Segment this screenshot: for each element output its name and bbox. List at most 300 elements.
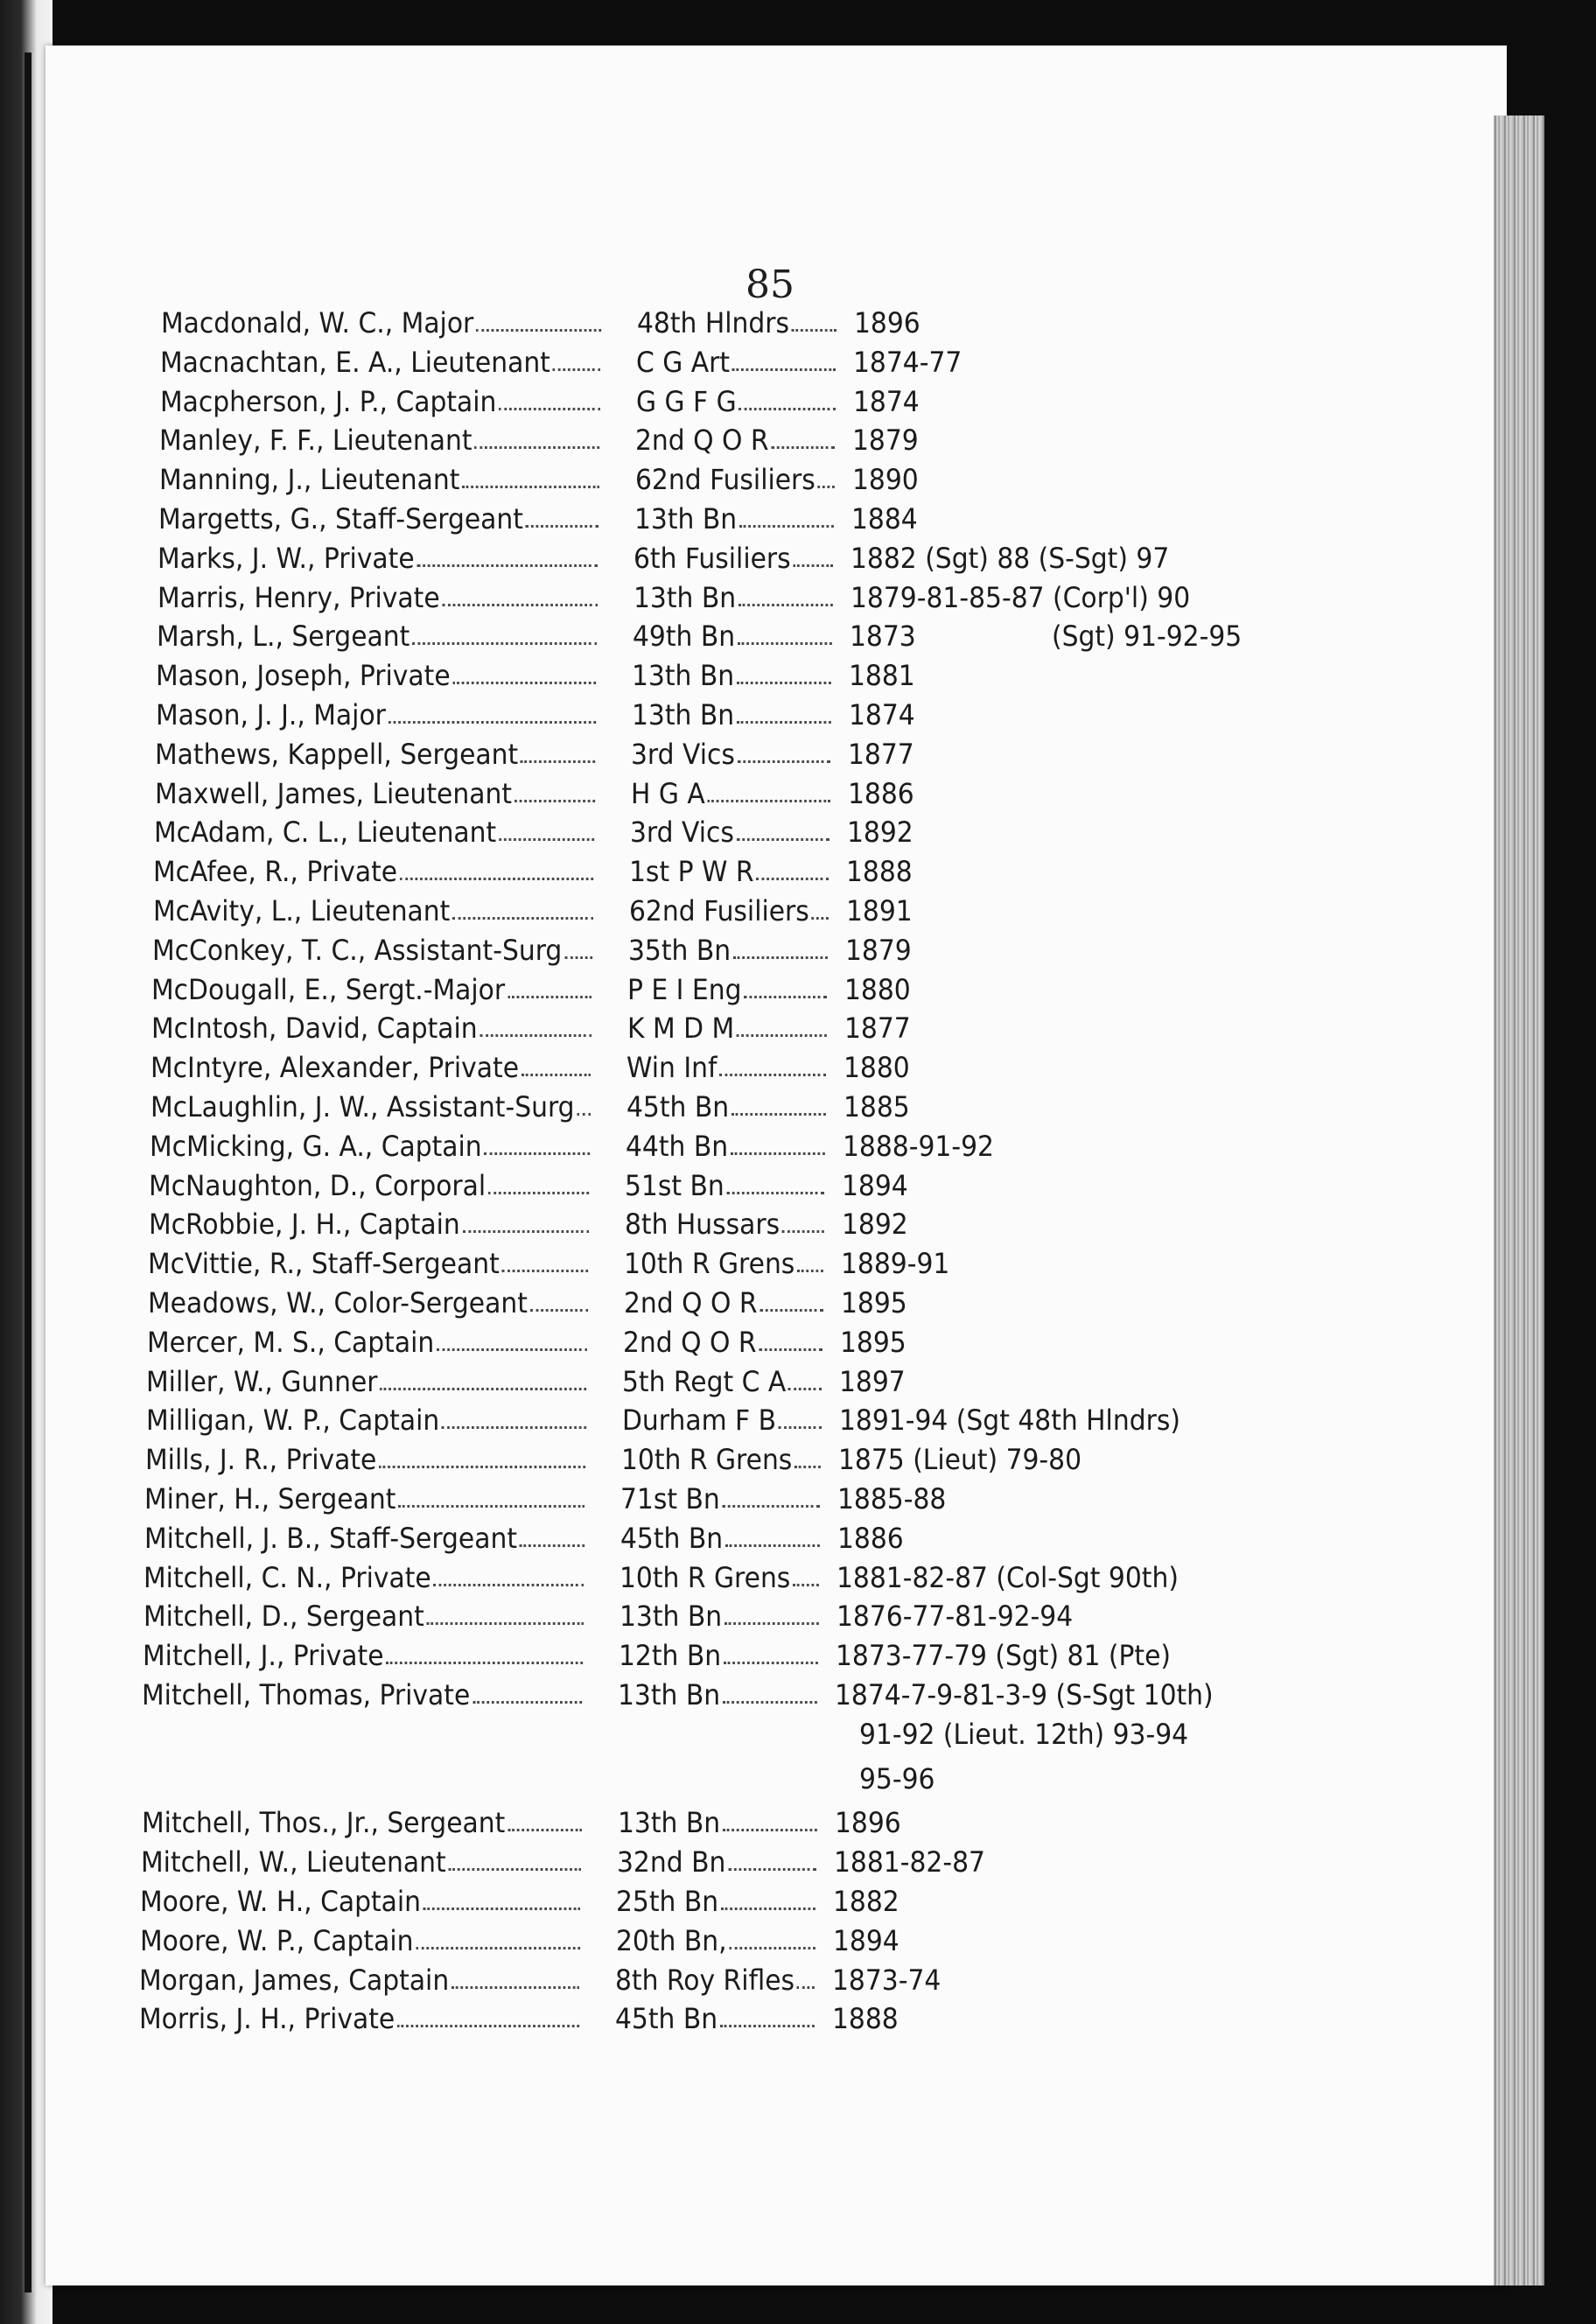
entry-years: 1897	[839, 1364, 906, 1398]
entry-unit: 13th Bn	[619, 1600, 722, 1634]
leader-dots	[729, 1947, 815, 1950]
entry-name-cell	[152, 927, 595, 967]
leader-dots	[724, 1622, 818, 1625]
leader-dots	[386, 1662, 583, 1664]
entry-years-cell	[837, 1475, 946, 1516]
entry-years: 1873	[850, 620, 916, 654]
leader-dots	[412, 642, 597, 645]
entry-unit: 8th Roy Rifles	[615, 1963, 795, 1997]
entry-years-cell	[836, 1592, 1073, 1633]
continuation-mitchell-thomas-1: 91-92 (Lieut. 12th) 93-94	[859, 1717, 1189, 1751]
roll-entry	[146, 1396, 1196, 1437]
entry-unit-cell	[625, 1162, 827, 1202]
entry-years-cell	[847, 808, 914, 849]
entry-years-cell	[845, 927, 912, 967]
entry-unit: 6th Fusiliers	[634, 541, 791, 575]
entry-name-cell	[145, 1436, 588, 1476]
entry-unit-cell	[615, 1995, 817, 2035]
roll-entry	[157, 612, 1207, 653]
leader-dots	[442, 1426, 586, 1429]
leader-dots	[793, 1584, 819, 1586]
leader-dots	[508, 996, 592, 998]
entry-years-cell	[848, 770, 914, 810]
entry-unit: 62nd Fusiliers	[628, 894, 809, 928]
entry-name-cell	[149, 1162, 592, 1202]
entry-unit-cell	[620, 1554, 822, 1594]
leader-dots	[738, 642, 832, 645]
entry-name-cell	[161, 299, 604, 340]
leader-dots	[448, 1868, 581, 1871]
entry-unit-cell	[620, 1592, 822, 1633]
entry-unit: C G Art	[636, 345, 731, 379]
entry-years: 1891	[845, 894, 913, 928]
entry-years-cell	[850, 574, 1190, 614]
roll-entry	[139, 1995, 1189, 2035]
entry-name-cell	[153, 848, 596, 888]
roll-entry	[161, 299, 1211, 340]
entry-years-cell	[849, 691, 915, 732]
entry-name-cell	[140, 1917, 583, 1957]
entry-years-cell	[834, 1838, 985, 1879]
leader-dots	[399, 1505, 585, 1508]
leader-dots	[529, 1309, 587, 1312]
entry-name: Moore, W. P., Captain	[139, 1923, 414, 1957]
entry-unit: 10th R Grens	[620, 1560, 791, 1594]
entry-unit-cell	[624, 1240, 826, 1280]
leader-dots	[719, 1074, 826, 1076]
leader-dots	[388, 721, 595, 724]
entry-years-cell	[850, 535, 1169, 575]
leader-dots	[737, 1034, 827, 1037]
leader-dots	[794, 1466, 821, 1468]
entry-unit: 48th Hlndrs	[637, 306, 789, 340]
roll-entry	[142, 1799, 1192, 1839]
entry-years: 1881-82-87 (Col-Sgt 90th)	[836, 1560, 1180, 1594]
entry-years: 1885	[843, 1090, 910, 1124]
entry-unit-cell	[626, 1083, 829, 1124]
entry-unit-cell	[627, 966, 830, 1006]
entry-unit: 2nd Q O R	[635, 424, 769, 458]
leader-dots	[577, 1113, 591, 1116]
entry-name: Miner, H., Sergeant	[144, 1482, 396, 1516]
entry-years: 1880	[844, 1051, 910, 1085]
entry-name-cell	[144, 1554, 586, 1594]
entry-years: 1877	[844, 1012, 911, 1046]
entry-name-cell	[151, 1004, 594, 1045]
leader-dots	[721, 1908, 816, 1910]
roll-entry	[159, 416, 1209, 457]
continuation-mitchell-thomas-2: 95-96	[859, 1761, 935, 1796]
entry-unit-cell	[634, 495, 836, 536]
roll-entry	[141, 1838, 1191, 1879]
entry-name: Moore, W. H., Captain	[140, 1885, 422, 1918]
roll-entry	[153, 848, 1203, 888]
entry-years-cell	[836, 1632, 1171, 1672]
entry-years-cell	[844, 1004, 911, 1045]
leader-dots	[737, 682, 831, 684]
entry-name-cell	[153, 887, 596, 928]
entry-years: 1888-91-92	[842, 1129, 994, 1163]
entry-years: 1895	[840, 1286, 907, 1320]
entry-unit-cell	[629, 848, 831, 888]
entry-name: McLaughlin, J. W., Assistant-Surg	[150, 1090, 575, 1124]
page-edge-stack	[1494, 116, 1544, 2286]
leader-dots	[499, 838, 594, 841]
entry-name-cell	[159, 416, 602, 457]
entry-years: 1896	[834, 1806, 901, 1840]
entry-years-cell	[846, 848, 913, 888]
roll-entry	[148, 1279, 1198, 1320]
entry-years: 1892	[846, 816, 914, 850]
page-number: 85	[746, 262, 794, 307]
leader-dots	[442, 604, 598, 606]
entry-years-cell	[844, 1083, 910, 1124]
entry-name: Miller, W., Gunner	[146, 1364, 378, 1398]
entry-name: McAvity, L., Lieutenant	[152, 894, 451, 928]
entry-name: Mason, J. J., Major	[155, 698, 386, 732]
entry-unit-cell	[618, 1671, 820, 1712]
entry-name-cell	[158, 574, 600, 614]
entry-years-cell	[844, 966, 911, 1006]
entry-unit-cell	[626, 1123, 828, 1163]
entry-unit-cell	[637, 299, 839, 340]
leader-dots	[817, 486, 834, 488]
entry-years: 1894	[832, 1923, 900, 1957]
entry-unit: 25th Bn	[616, 1885, 719, 1918]
entry-unit-cell	[635, 456, 837, 496]
roll-entry	[144, 1475, 1194, 1516]
entry-years-cell	[853, 339, 962, 379]
entry-years: 1891-94 (Sgt 48th Hlndrs)	[838, 1404, 1180, 1438]
roll-entry	[158, 535, 1208, 575]
entry-name-cell	[156, 691, 598, 732]
entry-name: McIntosh, David, Captain	[150, 1012, 478, 1046]
entry-name-cell	[160, 378, 603, 418]
entry-years: 1879	[852, 424, 919, 458]
entry-years: 1882	[833, 1885, 900, 1918]
entry-name: Marsh, L., Sergeant	[157, 620, 410, 654]
entry-years: 1881	[849, 659, 916, 693]
entry-years-cell	[849, 652, 915, 692]
leader-dots	[724, 1662, 818, 1664]
leader-dots	[400, 878, 593, 880]
entry-name: Manning, J., Lieutenant	[158, 463, 459, 497]
leader-dots	[788, 1388, 822, 1390]
leader-dots	[738, 408, 835, 410]
entry-name: Mitchell, Thomas, Private	[142, 1678, 471, 1712]
entry-years: 1874-77	[853, 345, 962, 379]
entry-name: Mills, J. R., Private	[145, 1443, 377, 1477]
entry-unit-cell	[632, 691, 834, 732]
leader-dots	[723, 1505, 820, 1508]
entry-unit-cell	[626, 1044, 829, 1084]
entry-name: Mitchell, W., Lieutenant	[141, 1845, 446, 1880]
leader-dots	[564, 956, 592, 959]
entry-unit: 2nd Q O R	[623, 1286, 758, 1320]
leader-dots	[760, 1309, 822, 1312]
entry-name-cell	[155, 770, 598, 810]
entry-years: 1875 (Lieut) 79-80	[838, 1443, 1082, 1477]
roll-entry	[158, 495, 1208, 536]
entry-unit: 44th Bn	[625, 1129, 729, 1163]
entry-unit-cell	[629, 887, 831, 928]
leader-dots	[794, 564, 833, 567]
entry-unit: 13th Bn	[632, 659, 735, 693]
entry-name-cell	[151, 966, 594, 1006]
entry-name-cell	[158, 495, 601, 536]
entry-name-cell	[144, 1592, 586, 1633]
entry-name-cell	[139, 1995, 582, 2035]
entry-years-cell	[841, 1240, 949, 1280]
entry-name-cell	[157, 612, 599, 653]
leader-dots	[526, 525, 598, 528]
entry-years: 1873-77-79 (Sgt) 81 (Pte)	[835, 1639, 1171, 1673]
roll-entry	[144, 1592, 1194, 1633]
entry-unit: 35th Bn	[628, 933, 732, 967]
entry-unit: 13th Bn	[618, 1678, 721, 1712]
entry-years-cell	[852, 456, 919, 496]
roll-entry	[150, 1083, 1200, 1124]
leader-dots	[508, 1829, 582, 1831]
leader-dots	[452, 917, 593, 920]
leader-dots	[728, 1868, 816, 1871]
entry-years: 1881-82-87	[834, 1845, 985, 1880]
entry-years-cell	[835, 1799, 901, 1839]
leader-dots	[811, 917, 828, 920]
leader-dots	[797, 1270, 823, 1272]
entry-name: Mitchell, C. N., Private	[144, 1560, 431, 1594]
leader-dots	[437, 1348, 587, 1351]
roll-entry	[139, 1956, 1189, 1997]
entry-unit: Durham F B	[621, 1404, 776, 1438]
entry-years: 1896	[854, 306, 920, 340]
leader-dots	[732, 368, 836, 371]
leader-dots	[484, 1152, 590, 1155]
entry-unit-cell	[619, 1632, 821, 1672]
entry-years-cell	[833, 1878, 900, 1918]
entry-unit-cell	[635, 416, 837, 457]
leader-dots	[782, 1230, 824, 1233]
entry-unit: 45th Bn	[626, 1090, 729, 1124]
entry-years: 1874-7-9-81-3-9 (S-Sgt 10th)	[835, 1678, 1214, 1712]
roll-entry	[158, 574, 1208, 614]
entry-name: McVittie, R., Staff-Sergeant	[148, 1247, 500, 1281]
roll-entry	[155, 731, 1205, 771]
entry-name-cell	[154, 808, 597, 849]
book-page	[46, 46, 1507, 2286]
leader-dots	[739, 525, 834, 528]
entry-name-cell	[159, 456, 602, 496]
leader-dots	[731, 1152, 825, 1155]
entry-years: 1874	[848, 698, 915, 732]
leader-dots	[514, 800, 594, 802]
entry-unit-cell	[634, 535, 836, 575]
entry-unit-cell	[617, 1838, 819, 1879]
entry-unit: 45th Bn	[614, 2002, 718, 2036]
roll-entry	[150, 1044, 1200, 1084]
entry-name: Manley, F. F., Lieutenant	[159, 424, 472, 458]
entry-name-cell	[150, 1123, 592, 1163]
entry-years-cell	[838, 1436, 1082, 1476]
leader-dots	[522, 1074, 591, 1076]
leader-dots	[738, 604, 833, 606]
roll-entries	[46, 46, 1480, 2146]
leader-dots	[772, 446, 835, 449]
entry-unit-cell	[636, 339, 838, 379]
entry-name-cell	[158, 535, 600, 575]
entry-unit-cell	[632, 652, 834, 692]
roll-entry	[154, 808, 1204, 849]
entry-name-cell	[155, 731, 598, 771]
entry-name-cell	[150, 1083, 593, 1124]
roll-entry	[151, 966, 1201, 1006]
roll-entry	[146, 1358, 1196, 1398]
entry-name-cell	[146, 1396, 589, 1437]
entry-name: Macnachtan, E. A., Lieutenant	[160, 345, 551, 379]
entry-unit-cell	[631, 770, 833, 810]
leader-dots	[725, 1544, 820, 1547]
roll-entry	[145, 1436, 1195, 1476]
entry-unit: 71st Bn	[620, 1482, 721, 1516]
entry-name: McIntyre, Alexander, Private	[150, 1051, 520, 1085]
roll-entry	[151, 1004, 1201, 1045]
entry-unit: 3rd Vics	[631, 737, 736, 771]
leader-dots	[797, 1986, 815, 1989]
entry-years-cell	[832, 1995, 899, 2035]
entry-name: Mitchell, D., Sergeant	[143, 1600, 424, 1634]
entry-name-cell	[147, 1319, 590, 1359]
entry-unit-cell	[628, 927, 830, 967]
continuation-marsh: (Sgt) 91-92-95	[1052, 620, 1242, 654]
roll-entry	[148, 1240, 1198, 1280]
entry-unit: 3rd Vics	[629, 816, 734, 850]
leader-dots	[499, 408, 600, 410]
entry-years: 1886	[836, 1521, 904, 1555]
entry-years-cell	[835, 1671, 1214, 1712]
entry-name: Marks, J. W., Private	[158, 541, 415, 575]
leader-dots	[733, 956, 828, 959]
entry-name-cell	[142, 1671, 584, 1712]
leader-dots	[381, 1388, 587, 1390]
roll-entry	[152, 927, 1202, 967]
entry-years-cell	[854, 299, 920, 340]
leader-dots	[397, 2025, 579, 2027]
leader-dots	[453, 682, 597, 684]
entry-name-cell	[148, 1279, 591, 1320]
leader-dots	[759, 1348, 822, 1351]
entry-name: Margetts, G., Staff-Sergeant	[158, 502, 523, 536]
entry-name: Mason, Joseph, Private	[156, 659, 452, 693]
entry-years: 1890	[851, 463, 919, 497]
entry-unit-cell	[622, 1358, 824, 1398]
entry-years-cell	[848, 731, 914, 771]
entry-years: 1873-74	[832, 1963, 942, 1997]
entry-name: Morgan, James, Captain	[139, 1963, 450, 1997]
entry-unit-cell	[631, 731, 833, 771]
entry-years: 1880	[844, 972, 912, 1006]
leader-dots	[720, 2025, 815, 2027]
leader-dots	[472, 1701, 582, 1704]
entry-years-cell	[844, 1044, 910, 1084]
leader-dots	[426, 1622, 584, 1625]
entry-years-cell	[850, 612, 916, 653]
entry-unit: 13th Bn	[634, 502, 738, 536]
entry-years: 1889-91	[841, 1247, 950, 1281]
entry-name-cell	[144, 1475, 587, 1516]
leader-dots	[462, 486, 599, 488]
entry-name: McAfee, R., Private	[153, 855, 398, 889]
entry-unit-cell	[616, 1878, 818, 1918]
roll-entry	[159, 456, 1209, 496]
roll-entry	[140, 1878, 1190, 1918]
roll-entry	[147, 1319, 1197, 1359]
entry-unit: 13th Bn	[631, 698, 734, 732]
entry-unit-cell	[622, 1396, 824, 1437]
leader-dots	[745, 996, 828, 998]
entry-name-cell	[149, 1200, 592, 1241]
roll-entry	[160, 378, 1210, 418]
roll-entry	[149, 1162, 1199, 1202]
leader-dots	[727, 1192, 824, 1194]
entry-years-cell	[843, 1123, 994, 1163]
entry-years: 1879	[845, 933, 912, 967]
entry-name: Mitchell, J., Private	[142, 1639, 384, 1673]
leader-dots	[723, 1829, 817, 1831]
entry-unit: 49th Bn	[633, 620, 736, 654]
entry-years: 1877	[848, 737, 914, 771]
leader-dots	[520, 1544, 584, 1547]
entry-name: McDougall, E., Sergt.-Major	[151, 972, 506, 1006]
leader-dots	[723, 1701, 817, 1704]
roll-entry	[155, 770, 1205, 810]
roll-entry	[149, 1200, 1199, 1241]
leader-dots	[452, 1986, 579, 1989]
roll-entry	[150, 1123, 1200, 1163]
leader-dots	[476, 329, 601, 332]
entry-unit: 32nd Bn	[617, 1845, 726, 1880]
entry-name: Maxwell, James, Lieutenant	[154, 776, 512, 810]
entry-name-cell	[150, 1044, 593, 1084]
roll-entry	[142, 1671, 1214, 1712]
entry-name: McMicking, G. A., Captain	[149, 1129, 482, 1163]
leader-dots	[737, 721, 831, 724]
entry-years: 1892	[841, 1208, 908, 1242]
entry-unit: 13th Bn	[617, 1806, 720, 1840]
entry-unit: 45th Bn	[620, 1521, 723, 1555]
roll-entry	[156, 691, 1206, 732]
facing-page-edge	[0, 0, 52, 2324]
roll-entry	[144, 1554, 1194, 1594]
leader-dots	[474, 446, 599, 449]
leader-dots	[521, 760, 595, 763]
leader-dots	[424, 1908, 580, 1910]
entry-name: Milligan, W. P., Captain	[145, 1404, 439, 1438]
entry-name-cell	[156, 652, 598, 692]
leader-dots	[792, 329, 836, 332]
entry-name-cell	[146, 1358, 589, 1398]
leader-dots	[757, 878, 830, 880]
entry-name-cell	[140, 1878, 583, 1918]
entry-name: McNaughton, D., Corporal	[149, 1168, 486, 1202]
entry-unit: 51st Bn	[625, 1168, 725, 1202]
entry-name: Morris, J. H., Private	[138, 2002, 395, 2036]
entry-name: Macpherson, J. P., Captain	[159, 384, 497, 418]
entry-years: 1885-88	[837, 1482, 947, 1516]
roll-entry	[156, 652, 1206, 692]
entry-years-cell	[842, 1162, 908, 1202]
roll-entry	[144, 1515, 1194, 1555]
entry-unit-cell	[621, 1436, 823, 1476]
